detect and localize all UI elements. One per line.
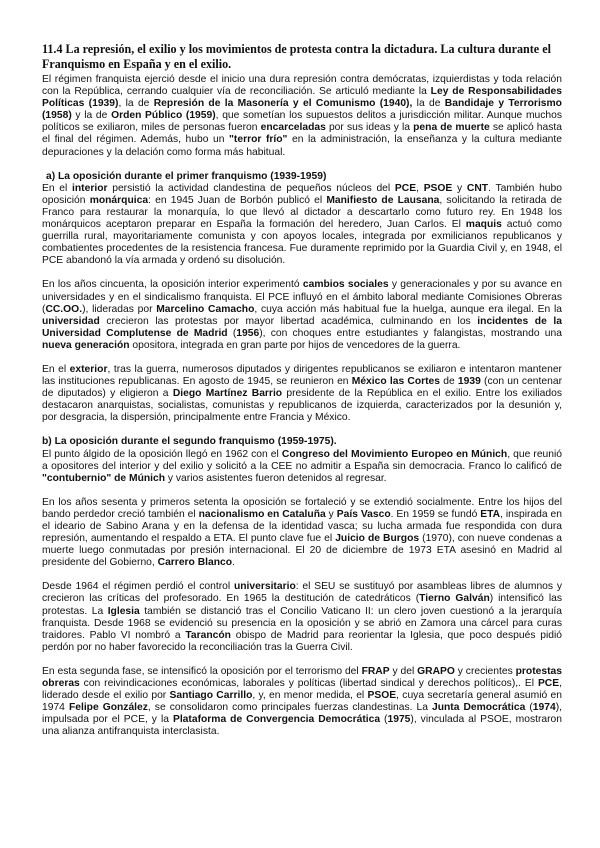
text-run: opositora, integrada en gran parte por hijos de vencedores de la guerra.: [129, 339, 461, 351]
text-run: El régimen franquista ejerció desde el inicio una dura represión contra demócratas, izquierdistas y toda relación con la República, cerrando cualquier vía de reconciliación. Se articuló mediante la: [42, 74, 562, 98]
text-run: , inspirada en el ideario de Sabino Arana y en la defensa de la identidad vasca; su lucha armada fue respondida con dura represión, aumentando el respaldo a ETA. El punto clave fue el: [42, 508, 563, 545]
text-run: , se consolidaron como principales fuerzas clandestinas. La: [147, 702, 432, 714]
bold-term: monárquica: [89, 194, 149, 206]
text-run: En el: [42, 182, 73, 194]
text-run: , liderado desde el exilio por: [42, 678, 562, 702]
text-run: (: [380, 714, 388, 726]
paragraph-b-munich: [42, 449, 562, 485]
text-run: : el SEU se sustituyó por asambleas libres de alumnos y crecieron las críticas del profesorado. En 1965 la destitución de catedráticos (: [42, 581, 562, 605]
text-run: y generacionales y por su avance en universidades y en el sindicalismo franquista. El PCE influyó en el ámbito laboral mediante Comisiones Obreras (: [42, 279, 563, 315]
bold-term: PSOE: [423, 182, 453, 194]
bold-term: universitario: [233, 581, 296, 593]
bold-term: Carrero Blanco: [157, 557, 233, 569]
text-run: , solicitando la retirada de Franco para restaurar la monarquía, lo que llevó al dictador a descartarlo como futuro rey. En 1948 los monárquicos aceptaron preparar en España la formación del heredero, Juan Carlos. El: [42, 194, 562, 231]
text-run: y varios asistentes fueron detenidos al regresar.: [165, 472, 387, 484]
text-run: , tras la guerra, numerosos diputados y dirigentes republicanos se exiliaron e intentaron mantener las instituciones republicanas. En agosto de 1945, se reunieron en: [42, 363, 562, 388]
subsection-a-title: a) La oposición durante el primer franquismo (1939-1959): [46, 170, 327, 182]
bold-term: GRAPO: [417, 665, 455, 677]
bold-term: PSOE: [367, 690, 397, 702]
text-run: , que sometían los supuestos delitos a jurisdicción militar. Aunque muchos políticos se exiliaron, miles de personas fueron: [42, 110, 563, 134]
text-run: . En 1959 se fundó: [390, 508, 481, 520]
text-run: . También hubo oposición: [42, 182, 562, 206]
bold-term: PCE: [537, 678, 560, 690]
text-run: El punto álgido de la oposición llegó en 1962 con el: [42, 448, 282, 460]
text-run: ), impulsada por el PCE, y la: [42, 702, 562, 726]
text-run: también se distanció tras el Concilio Vaticano II: un clero joven cuestionó a la jerarquía franquista. Desde 1968 se evidenció su presencia en la oposición y se abrió en Zamora una cárcel para curas traidores. Pablo VI nombró a: [42, 605, 563, 641]
text-run: (: [227, 327, 237, 339]
text-run: se aplicó hasta el final del régimen. Además, hubo un: [42, 122, 562, 146]
bold-term: nacionalismo en Cataluña: [198, 508, 326, 520]
bold-term: incidentes de la Universidad Complutense de Madrid: [42, 315, 562, 339]
bold-term: universidad: [42, 315, 100, 327]
text-run: ), con choques entre estudiantes y falangistas, mostrando una: [259, 327, 562, 339]
bold-term: Plataforma de Convergencia Democrática: [172, 714, 381, 726]
bold-term: Manifiesto de Lausana: [326, 194, 440, 206]
bold-term: FRAP: [361, 665, 390, 677]
bold-term: "terror frío": [229, 134, 288, 146]
bold-term: 1974: [532, 702, 556, 714]
text-run: presidente de la República en el exilio. Entre los exiliados destacaron anarquistas, socialistas, comunistas y republicanos de izquierda, caracterizados por la desunión y, por desgracia, la dispersión, principalmente entre Francia y México.: [42, 388, 562, 424]
bold-term: Bandidaje y Terrorismo (1958): [42, 98, 562, 122]
bold-term: protestas obreras: [42, 665, 562, 690]
bold-term: exterior: [69, 363, 108, 375]
text-run: En los años cincuenta, la oposición interior experimentó: [42, 279, 303, 291]
bold-term: ETA: [480, 508, 501, 520]
text-run: ), lideradas por: [82, 303, 157, 315]
text-run: En esta segunda fase, se intensificó la oposición por el terrorismo del: [42, 665, 362, 677]
bold-term: PCE: [394, 182, 417, 194]
text-run: ,: [416, 182, 424, 194]
text-run: persistió la actividad clandestina de pequeños núcleos del: [107, 182, 395, 194]
text-run: , que reunió a opositores del interior y del exilio y solicitó a la CEE no admitir a España sin democracia. Franco lo calificó de: [42, 448, 563, 472]
bold-term: CC.OO.: [45, 303, 83, 315]
bold-term: Orden Público (1959): [111, 110, 216, 122]
bold-term: Iglesia: [107, 605, 140, 617]
text-run: y: [325, 508, 337, 520]
bold-term: 1956: [236, 327, 260, 339]
text-run: crecieron las protestas por mayor libertad académica, culminando en los: [99, 315, 478, 327]
bold-term: 1975: [387, 714, 411, 726]
text-run: En los años sesenta y primeros setenta la oposición se fortaleció y se extendió socialmente. Entre los hijos del bando perdedor creció también el: [42, 496, 562, 520]
intro-paragraph: [42, 74, 562, 159]
paragraph-b-second-phase: [42, 666, 562, 739]
bold-term: Congreso del Movimiento Europeo en Múnich: [281, 448, 508, 460]
text-run: ) intensificó las protestas. La: [42, 593, 562, 617]
text-run: de: [440, 376, 458, 388]
text-run: obispo de Madrid para reorientar la Iglesia, que poco después pidió perdón por no haber favorecido la reconciliación tras la Guerra Civil.: [42, 629, 562, 653]
bold-term: encarceladas: [260, 122, 326, 134]
text-run: , y, en menor medida, el: [252, 690, 368, 702]
bold-term: maquis: [465, 219, 502, 231]
bold-term: Tarancón: [185, 629, 231, 641]
bold-term: pena de muerte: [413, 122, 490, 134]
text-run: : en 1945 Juan de Borbón publicó el: [148, 194, 327, 206]
text-run: , cuya secretaría general asumió en 1974: [42, 690, 562, 714]
bold-term: Ley de Responsabilidades Políticas (1939): [42, 86, 563, 110]
bold-term: Junta Democrática: [432, 702, 526, 714]
text-run: la de: [412, 98, 445, 110]
text-run: , la de: [118, 98, 154, 110]
bold-term: Tierno Galván: [419, 593, 490, 605]
bold-term: 1939: [457, 376, 481, 388]
bold-term: Felipe González: [68, 702, 148, 714]
text-run: y del: [389, 665, 418, 677]
bold-term: cambios sociales: [302, 279, 389, 291]
text-run: .: [232, 557, 235, 569]
bold-term: interior: [72, 182, 108, 194]
text-run: con reivindicaciones económicas, laborales y políticas (libertad sindical y derechos políticos),. El: [79, 678, 538, 690]
text-run: En el: [42, 363, 70, 375]
bold-term: País Vasco: [336, 508, 391, 520]
bold-term: nueva generación: [42, 339, 130, 351]
paragraph-a-fifties: [42, 279, 562, 352]
text-run: ), vinculada al PSOE, mostraron una alianza antifranquista interclasista.: [42, 714, 562, 738]
text-run: y crecientes: [454, 665, 516, 677]
subsection-b-title: b) La oposición durante el segundo franquismo (1959-1975).: [42, 436, 337, 448]
bold-term: "contubernio" de Múnich: [42, 472, 166, 484]
bold-term: Diego Martínez Barrio: [172, 388, 283, 400]
bold-term: Santiago Carrillo: [169, 690, 253, 702]
bold-term: Juicio de Burgos: [335, 533, 420, 545]
bold-term: CNT: [466, 182, 489, 194]
paragraph-b-nationalism: [42, 497, 562, 570]
text-run: (: [525, 702, 533, 714]
paragraph-a-exterior: [42, 364, 562, 424]
bold-term: Represión de la Masonería y el Comunismo (1940),: [153, 98, 413, 110]
section-heading: 11.4 La represión, el exilio y los movimientos de protesta contra la dictadura. La cultura durante el Franquismo en España y en el exilio.: [42, 42, 551, 71]
text-run: (con un centenar de diputados) y eligieron a: [42, 376, 562, 400]
text-run: en la administración, la enseñanza y la cultura mediante depuraciones y la delación como forma más habitual.: [42, 134, 562, 158]
text-run: y: [452, 182, 467, 194]
paragraph-a-interior: [42, 183, 562, 268]
text-run: Desde 1964 el régimen perdió el control: [42, 581, 234, 593]
text-run: (1970), con nueve condenas a muerte luego conmutadas por presión internacional. El 20 de diciembre de 1973 ETA asesinó en Madrid al presidente del Gobierno,: [42, 533, 562, 569]
paragraph-b-university-church: [42, 581, 562, 654]
text-run: , cuya acción más habitual fue la huelga, aunque era ilegal. En la: [254, 303, 562, 315]
bold-term: México las Cortes: [351, 376, 441, 388]
text-run: y la de: [71, 110, 112, 122]
text-run: por sus ideas y la: [325, 122, 414, 134]
bold-term: Marcelino Camacho: [156, 303, 255, 315]
text-run: actuó como guerrilla rural, mayoritariamente comunista y con apoyos locales, integrada por exmilicianos republicanos y combatientes procedentes de la resistencia francesa. Fue duramente reprimido por la Guardia Civil y, en 1948, el PCE abandonó la vía armada y ordenó su disolución.: [42, 219, 562, 267]
